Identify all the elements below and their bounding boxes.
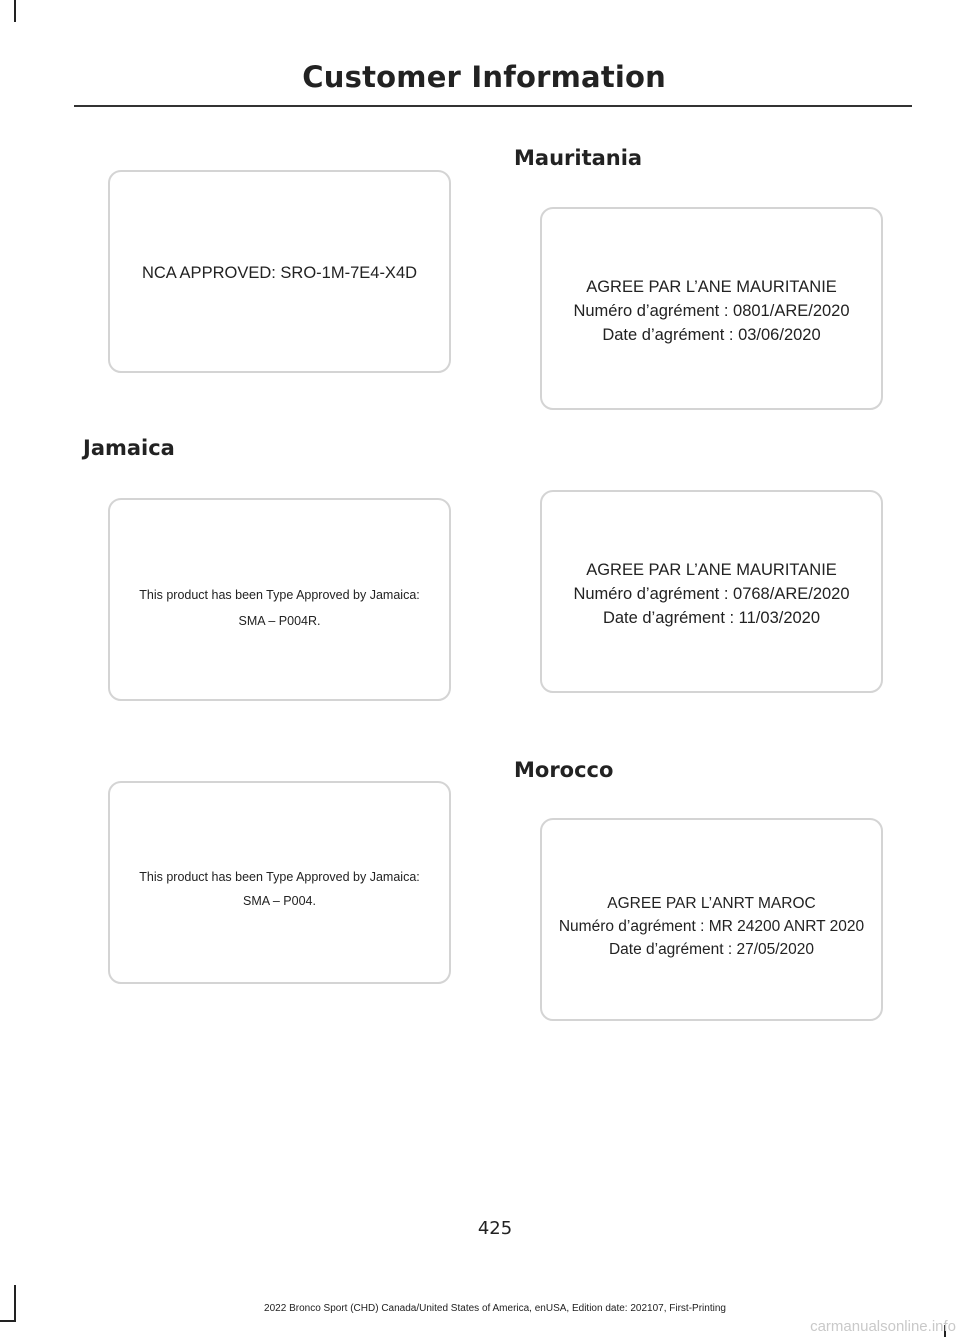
mauritania-approval-label-2 <box>540 490 883 693</box>
section-heading-jamaica: Jamaica <box>83 436 175 460</box>
section-heading-morocco: Morocco <box>514 758 614 782</box>
header-rule <box>74 105 912 107</box>
jamaica-approval-label-2 <box>108 781 451 984</box>
mauritania-label-2-line-3: Date d’agrément : 11/03/2020 <box>602 609 821 627</box>
page-number: 425 <box>477 1218 513 1239</box>
mauritania-label-1-line-2: Numéro d’agrément : 0801/ARE/2020 <box>573 302 850 320</box>
nca-approval-text: NCA APPROVED: SRO-1M-7E4-X4D <box>141 264 418 282</box>
mauritania-label-1-line-3: Date d’agrément : 03/06/2020 <box>602 326 821 344</box>
jamaica-label-2-line-2: SMA – P004. <box>243 894 316 908</box>
page-title: Customer Information <box>302 60 666 94</box>
jamaica-approval-label-1 <box>108 498 451 701</box>
morocco-label-line-1: AGREE PAR L’ANRT MAROC <box>607 895 816 912</box>
morocco-approval-label <box>540 818 883 1021</box>
crop-mark-top-left <box>14 0 16 22</box>
watermark: carmanualsonline.info <box>810 1318 956 1335</box>
jamaica-label-2-line-1: This product has been Type Approved by Jamaica: <box>139 870 420 884</box>
jamaica-label-1-line-1: This product has been Type Approved by Jamaica: <box>139 588 420 602</box>
jamaica-label-1-line-2: SMA – P004R. <box>238 614 321 628</box>
mauritania-approval-label-1 <box>540 207 883 410</box>
edition-footer: 2022 Bronco Sport (CHD) Canada/United States of America, enUSA, Edition date: 202107, First-Printing <box>264 1303 726 1314</box>
nca-approval-label <box>108 170 451 373</box>
mauritania-label-1-line-1: AGREE PAR L’ANE MAURITANIE <box>586 278 837 296</box>
mauritania-label-2-line-2: Numéro d’agrément : 0768/ARE/2020 <box>573 585 850 603</box>
crop-mark-bottom-left-h <box>0 1320 16 1322</box>
mauritania-label-2-line-1: AGREE PAR L’ANE MAURITANIE <box>586 561 837 579</box>
morocco-label-line-3: Date d’agrément : 27/05/2020 <box>608 941 815 958</box>
section-heading-mauritania: Mauritania <box>514 146 643 170</box>
morocco-label-line-2: Numéro d’agrément : MR 24200 ANRT 2020 <box>558 918 865 935</box>
